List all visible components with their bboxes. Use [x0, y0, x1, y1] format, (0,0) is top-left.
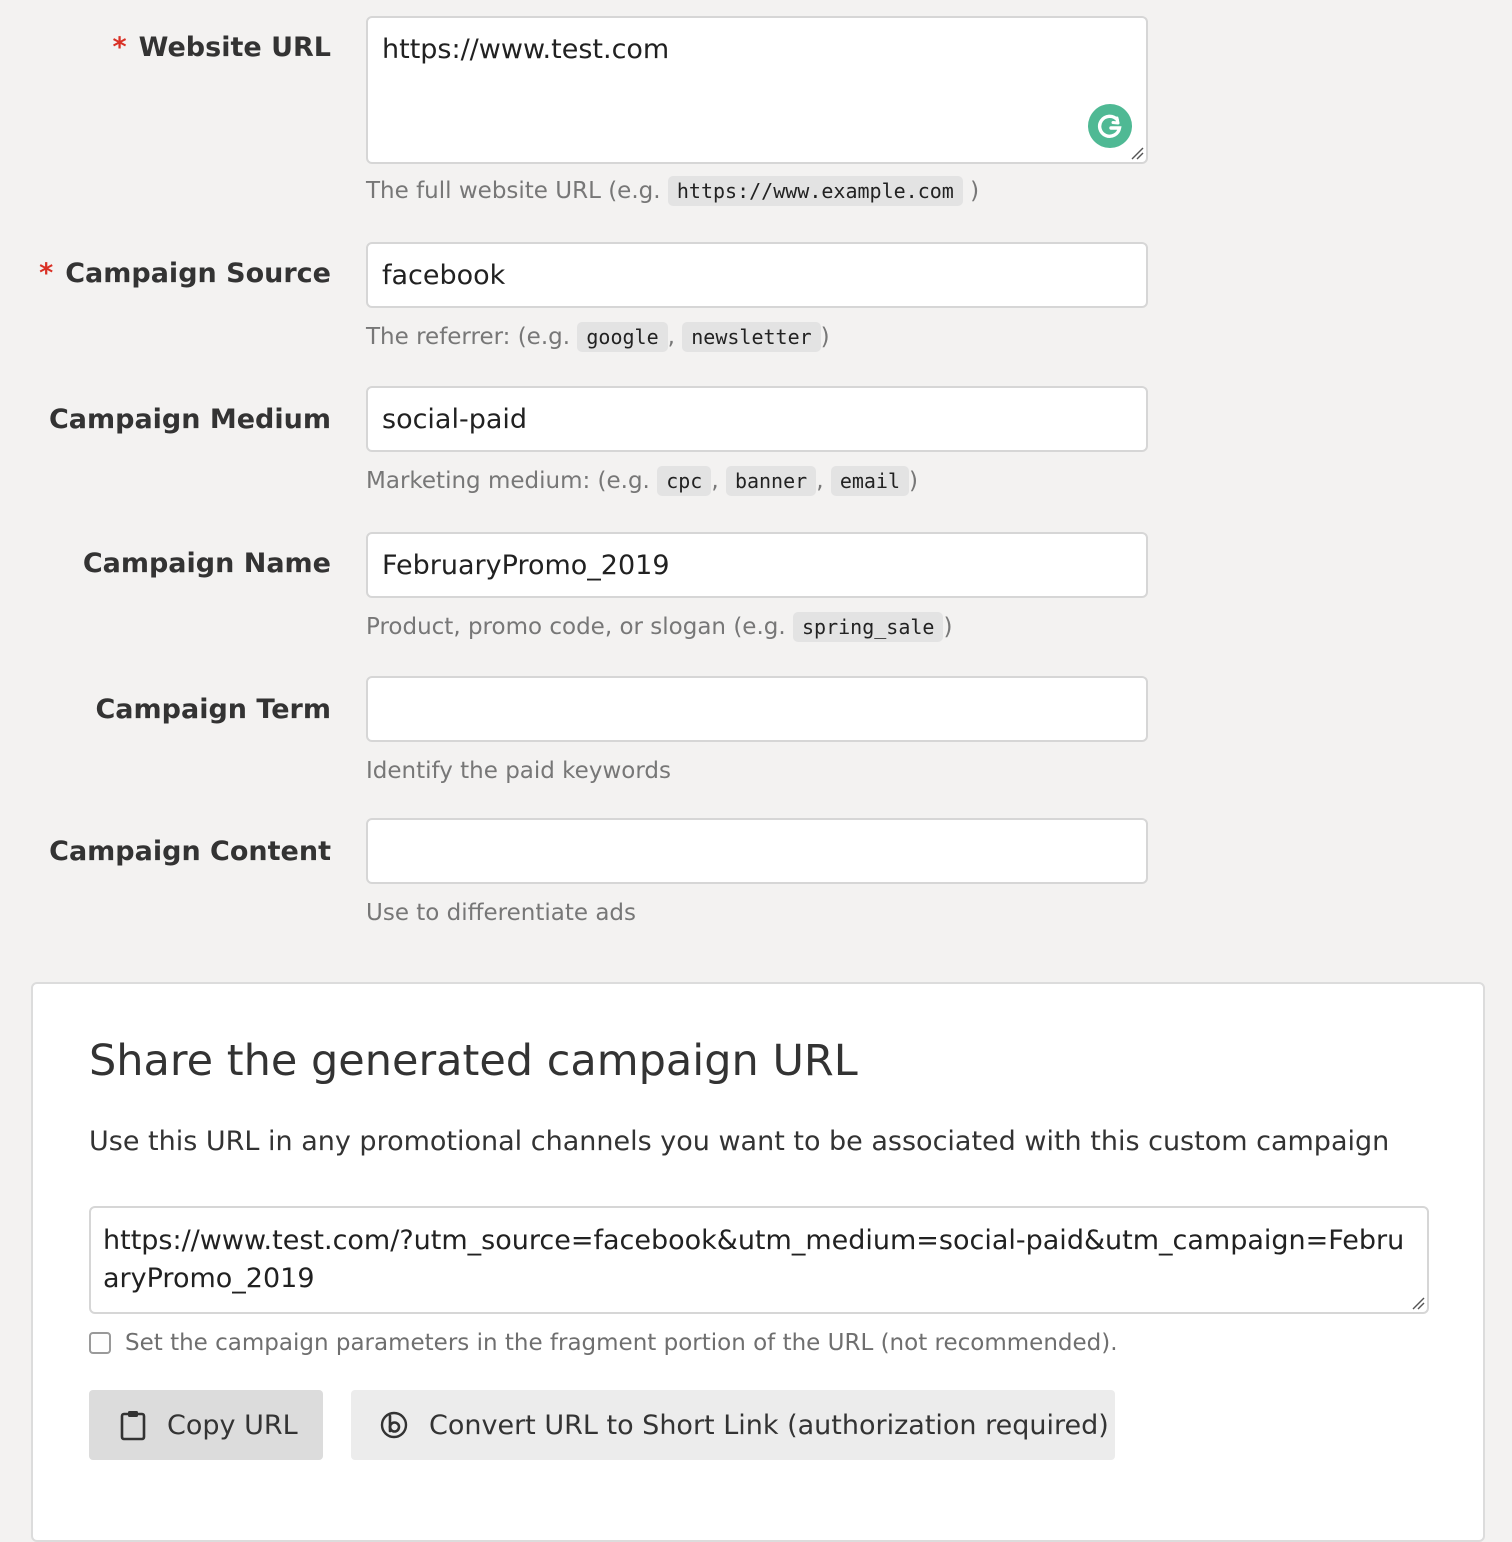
fragment-checkbox[interactable]	[89, 1332, 111, 1354]
required-marker: *	[112, 32, 127, 63]
campaign-name-label: Campaign Name	[82, 548, 331, 579]
example-chip: banner	[726, 466, 816, 496]
campaign-name-input[interactable]	[366, 532, 1148, 598]
copy-url-button[interactable]	[89, 1390, 323, 1460]
bitly-icon	[379, 1410, 409, 1440]
example-chip: spring_sale	[793, 612, 943, 642]
campaign-source-help: The referrer: (e.g. google , newsletter )	[366, 324, 830, 350]
campaign-medium-input[interactable]	[366, 386, 1148, 452]
campaign-name-help: Product, promo code, or slogan (e.g. spring_sale )	[366, 614, 953, 640]
share-title: Share the generated campaign URL	[89, 1036, 858, 1086]
campaign-source-label: * Campaign Source	[39, 258, 331, 289]
example-chip: newsletter	[682, 322, 820, 352]
example-chip: email	[831, 466, 909, 496]
campaign-medium-help: Marketing medium: (e.g. cpc , banner , email )	[366, 468, 919, 494]
example-chip: cpc	[657, 466, 711, 496]
campaign-term-help: Identify the paid keywords	[366, 758, 671, 784]
share-description: Use this URL in any promotional channels you want to be associated with this custom campaign	[89, 1126, 1390, 1157]
fragment-option[interactable]	[89, 1328, 1118, 1358]
campaign-medium-label: Campaign Medium	[48, 404, 331, 435]
campaign-term-input[interactable]	[366, 676, 1148, 742]
convert-short-link-label: Convert URL to Short Link (authorization required)	[429, 1409, 1109, 1441]
fragment-checkbox-label[interactable]: Set the campaign parameters in the fragment portion of the URL (not recommended).	[125, 1330, 1118, 1356]
example-chip: google	[577, 322, 667, 352]
copy-url-label: Copy URL	[167, 1409, 298, 1441]
share-panel	[31, 982, 1485, 1542]
grammarly-icon[interactable]	[1088, 104, 1132, 148]
example-chip: https://www.example.com	[668, 176, 963, 206]
required-marker: *	[39, 258, 54, 289]
campaign-term-label: Campaign Term	[95, 694, 331, 725]
convert-short-link-button[interactable]	[351, 1390, 1115, 1460]
website-url-help: The full website URL (e.g. https://www.example.com )	[366, 178, 980, 204]
campaign-content-help: Use to differentiate ads	[366, 900, 637, 926]
website-url-label: * Website URL	[112, 32, 331, 63]
website-url-input[interactable]	[366, 16, 1148, 164]
clipboard-icon	[119, 1409, 147, 1441]
campaign-content-label: Campaign Content	[49, 836, 331, 867]
generated-url-output[interactable]	[89, 1206, 1429, 1314]
campaign-content-input[interactable]	[366, 818, 1148, 884]
campaign-source-input[interactable]	[366, 242, 1148, 308]
